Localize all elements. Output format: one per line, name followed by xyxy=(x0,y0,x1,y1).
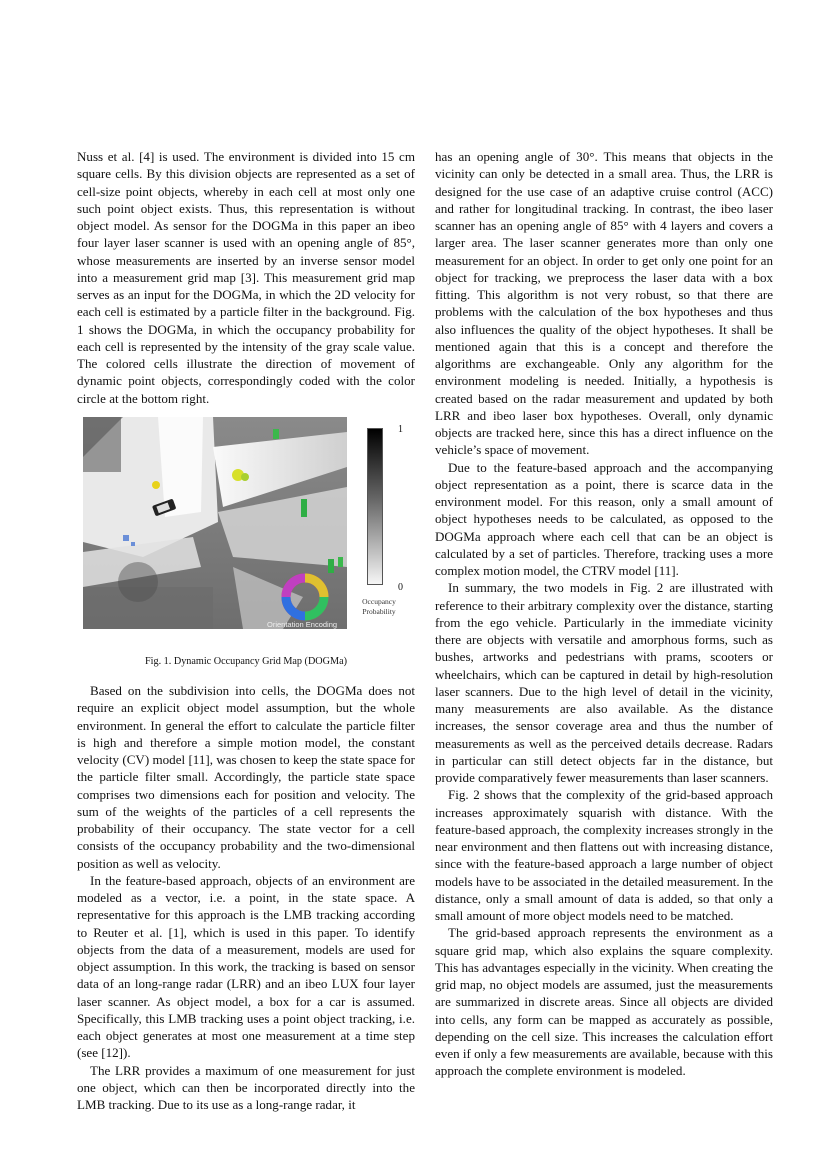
paragraph: In summary, the two models in Fig. 2 are illustrated with reference to their arbitrary complexity over the distance, starting from the ego vehicle. Particularly in the immediate vicinity there are objects with versatile and amorphous forms, such as bushes, artworks and pedestrians with prams, scooters or wheelchairs, which can be captured in detail by high-resolution laser scanners. Due to the high level of detail in the vicinity, many measurements are also available. As the distance increases, the sensor coverage area and thus the number of measurements as well as the perceived details decrease. Radars in particular can still detect objects far in the distance, but provide comparatively fewer measurements than laser scanners. xyxy=(435,580,773,785)
paragraph: The grid-based approach represents the environment as a square grid map, which also explains the square complexity. This has advantages especially in the vicinity. When creating the grid map, no object models are assumed, just the measurements are summarized in discrete areas. Since all objects are divided into cells, any form can be mapped as accurately as possible, depending on the cell size. This increases the calculation effort even if only a few measurements are available, because with this approach the complete environment is modeled. xyxy=(435,925,773,1079)
paragraph: Fig. 2 shows that the complexity of the grid-based approach increases approximately squarish with distance. With the feature-based approach, the complexity increases strongly in the near environment and then flattens out with increasing distance, since with the feature-based approach a large number of object models have to be associated in the detailed measurement. In the distance, only a small amount of data is added, so that only a small amount of more object models need to be matched. xyxy=(435,787,774,923)
paragraph: Based on the subdivision into cells, the DOGMa does not require an explicit object model assumption, but the whole environment. In general the effort to calculate the particle filter is high and therefore a simple motion model, the constant velocity (CV) model [11], was chosen to keep the state space for the particle filter small. Accordingly, the particle state space comprises two dimensions each for position and velocity. The sum of the weights of the particles of a cell represents the probability of their occupancy. The state vector for a cell consists of the occupancy probability and the two-dimensional position as well as velocity. xyxy=(77,683,415,871)
colorbar-label xyxy=(353,597,405,617)
left-column xyxy=(77,148,415,1113)
occupancy-grid-map xyxy=(83,417,347,629)
paragraph: The LRR provides a maximum of one measurement for just one object, which can then be incorporated directly into the LMB tracking. Due to its use as a long-range radar, it xyxy=(77,1062,415,1112)
figure-caption: Fig. 1. Dynamic Occupancy Grid Map (DOGMa) xyxy=(144,655,347,667)
paragraph: has an opening angle of 30°. This means that objects in the vicinity can only be detected in a small area. Thus, the LRR is designed for the use case of an adaptive cruise control (ACC) and rather for longitudinal tracking. In contrast, the ibeo laser scanner has an opening angle of 85° with 4 layers and covers a larger area. The laser scanner generates more than only one measurement for an object. In order to get only one point for an object for tracking, we preprocess the laser data with a box fitting. This algorithm is not very robust, so that there are problems with the calculation of the box hypotheses and thus also influences the quality of the object hypotheses. It shall be mentioned again that this is a concept and therefore the algorithms are exchangeable. Only any algorithm for the environment modeling is needed. Initially, a hypothesis is created based on the radar measurement and updated by both LRR and ibeo laser box hypotheses. Overall, only dynamic objects are tracked here, since this has a direct influence on the vehicle’s space of movement. xyxy=(435,149,773,458)
orientation-encoding-label: Orientation Encoding xyxy=(267,619,338,629)
occupancy-colorbar xyxy=(367,428,383,585)
colorbar-label-line1: Occupancy xyxy=(362,596,396,606)
paragraph: Due to the feature-based approach and the accompanying object representation as a point, there is scarce data in the environment model. For this reason, only a small amount of object hypotheses needs to be calculated, as opposed to the DOGMa approach where each cell that can be an object is calculated by a set of particles. Therefore, tracking uses a more complex motion model, the CTRV model [11]. xyxy=(435,459,773,578)
paragraph: Nuss et al. [4] is used. The environment is divided into 15 cm square cells. By this division objects are represented as a set of cell-size point objects, whereby in each cell at most only one such point object exists. Thus, this representation is without object model. As sensor for the DOGMa in this paper an ibeo four layer laser scanner is used with an opening angle of 85°, whose measurements are inserted by an inverse sensor model into a measurement grid map [3]. This measurement grid map serves as an input for the DOGMa, in which the 2D velocity for each cell is estimated by a particle filter in the background. Fig. 1 shows the DOGMa, in which the occupancy probability for each cell is represented by the intensity of the gray scale value. The colored cells illustrate the direction of movement of dynamic point objects, correspondingly coded with the color circle at the bottom right. xyxy=(77,149,415,406)
colorbar-label-line2: Probability xyxy=(362,606,396,616)
figure-image-area xyxy=(77,417,415,639)
right-column xyxy=(435,148,773,1080)
colorbar-tick-top: 1 xyxy=(398,423,403,435)
figure-dogma xyxy=(77,417,415,670)
paragraph: In the feature-based approach, objects of an environment are modeled as a vector, i.e. a point, in the state space. A representative for this approach is the LMB tracking according to Reuter et al. [1], which is used in this paper. To identify objects from the data of a measurement, models are used for object assumption. In this work, the tracking is based on sensor data of an long-range radar (LRR) and an ibeo LUX four layer laser scanner. As object model, a box for a car is assumed. Specifically, this LMB tracking uses a point object tracking, i.e. each object generates at most one measurement at a time step (see [12]). xyxy=(77,872,415,1061)
colorbar-tick-bottom: 0 xyxy=(398,581,403,593)
